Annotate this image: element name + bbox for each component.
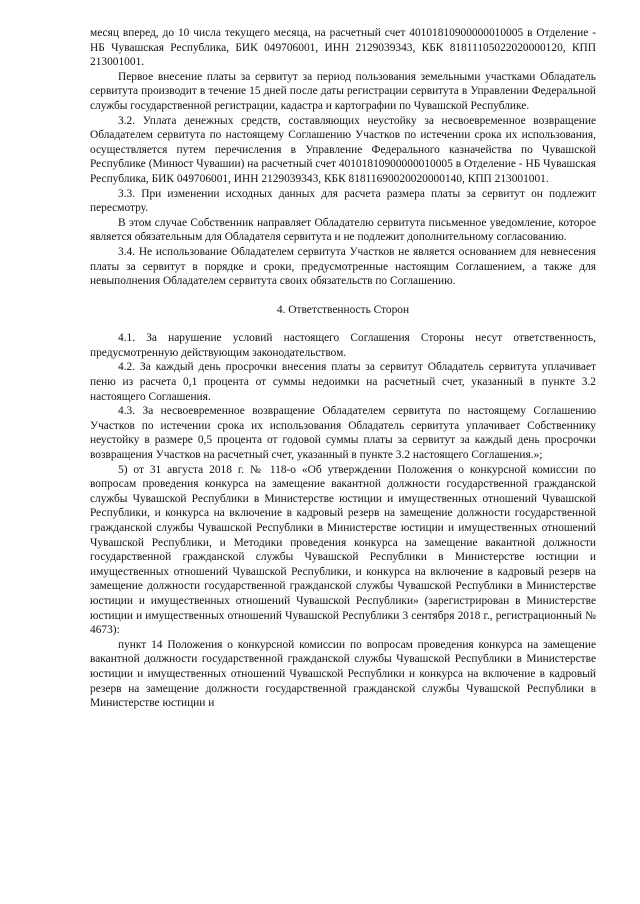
paragraph-notification: В этом случае Собственник направляет Обладателю сервитута письменное уведомление, которое является обязательным для Обладателя сервитута и не подлежит дополнительному согласованию.	[90, 216, 596, 244]
paragraph-3-3: 3.3. При изменении исходных данных для расчета размера платы за сервитут он подлежит пересмотру.	[90, 187, 596, 215]
paragraph-payment-account: месяц вперед, до 10 числа текущего месяца, на расчетный счет 40101810900000010005 в Отделение - НБ Чувашская Республика, БИК 049706001, ИНН 2129039343, КБК 81811105022020000120, КПП 213001001.	[90, 27, 596, 69]
section-heading-4: 4. Ответственность Сторон	[276, 303, 410, 316]
document-page	[90, 26, 596, 711]
paragraph-first-payment: Первое внесение платы за сервитут за период пользования земельными участками Обладатель сервитута производит в течение 15 дней после даты регистрации сервитута в Управлении Федеральной службы государственной регистрации, кадастра и картографии по Чувашской Республике.	[90, 70, 596, 112]
paragraph-3-4: 3.4. Не использование Обладателем сервитута Участков не является основанием для невнесения платы за сервитут в порядке и сроки, предусмотренные настоящим Соглашением, а также для невыполнения Обладателем сервитута своих обязательств по Соглашению.	[90, 245, 596, 288]
paragraph-4-2: 4.2. За каждый день просрочки внесения платы за сервитут Обладатель сервитута уплачивает пеню из расчета 0,1 процента от суммы недоимки на расчетный счет, указанный в пункте 3.2 настоящего Соглашения.	[90, 361, 596, 403]
paragraph-4-3: 4.3. За несвоевременное возвращение Обладателем сервитута по настоящему Соглашению Участков по истечении срока их использования Обладатель сервитута уплачивает Собственнику неустойку в размере 0,5 процента от годовой суммы платы за сервитут за каждый день просрочки возвращения Участков на расчетный счет, указанный в пункте 3.2 настоящего Соглашения.»;	[90, 405, 596, 462]
paragraph-point-14: пункт 14 Положения о конкурсной комиссии по вопросам проведения конкурса на замещение вакантной должности государственной гражданской службы Чувашской Республики в Министерстве юстиции и имущественных отношений Чувашской Республики и конкурса на включение в кадровый резерв на замещение должности государственной гражданской службы Чувашской Республики в Министерстве юстиции и	[90, 638, 596, 710]
paragraph-item-5: 5) от 31 августа 2018 г. № 118-о «Об утверждении Положения о конкурсной комиссии по вопросам проведения конкурса на замещение вакантной должности государственной гражданской службы Чувашской Республики в Министерстве юстиции и имущественных отношений Чувашской Республики, и конкурса на включение в кадровый резерв на замещение должности государственной гражданской службы Чувашской Республики в Министерстве юстиции и имущественных отношений Чувашской Республики, и Методики проведения конкурса на замещение вакантной должности государственной гражданской службы Чувашской Республики в Министерстве юстиции и имущественных отношений Чувашской Республики, и конкурса на включение в кадровый резерв на замещение должности государственной гражданской службы Чувашской Республики в Министерстве юстиции и имущественных отношений Чувашской Республики» (зарегистрирован в Министерстве юстиции и имущественных отношений Чувашской Республики 3 сентября 2018 г., регистрационный № 4673):	[90, 463, 596, 637]
paragraph-3-2: 3.2. Уплата денежных средств, составляющих неустойку за несвоевременное возвращение Обладателем сервитута по настоящему Соглашению Участков по истечении срока их использования, осуществляется путем перечисления в Управление Федерального казначейства по Чувашской Республике (Минюст Чувашии) на расчетный счет 40101810900000010005 в Отделение - НБ Чувашская Республика, БИК 049706001, ИНН 2129039343, КБК 81811690020020000140, КПП 213001001.	[90, 114, 596, 185]
paragraph-4-1: 4.1. За нарушение условий настоящего Соглашения Стороны несут ответственность, предусмотренную действующим законодательством.	[90, 332, 596, 359]
